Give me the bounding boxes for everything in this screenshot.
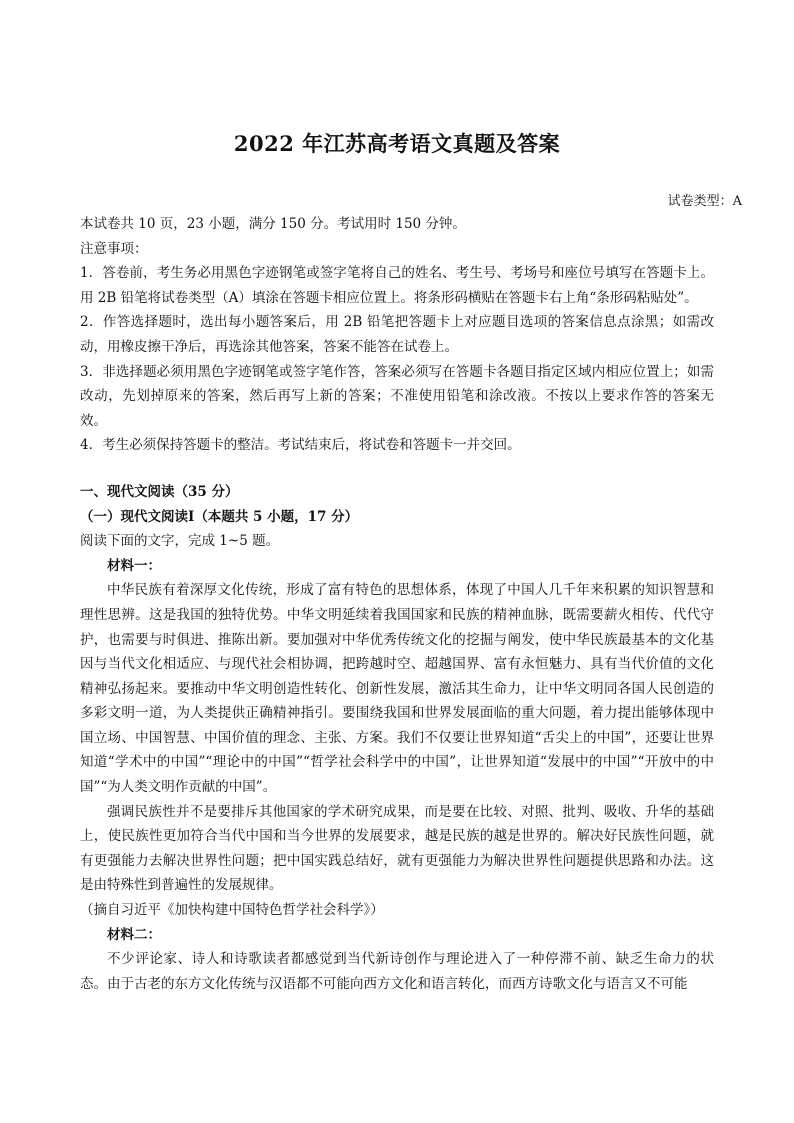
reading-instruction: 阅读下面的文字，完成 1~5 题。 bbox=[80, 533, 280, 550]
material-1-paragraph-2: 强调民族性并不是要排斥其他国家的学术研究成果，而是要在比较、对照、批判、吸收、升华的基础上，使民族性更加符合当代中国和当今世界的发展要求，越是民族的越是世界的。解决好民族性问题，就有更强能力去解决世界性问题；把中国实践总结好，就有更强能力为解决世界性问题提供思路和办法。这是由特殊性到普遍性的发展规律。 bbox=[80, 803, 714, 894]
spacer bbox=[80, 458, 714, 480]
material-1-paragraph-1: 中华民族有着深厚文化传统，形成了富有特色的思想体系，体现了中国人几千年来积累的知识智慧和理性思辨。这是我国的独特优势。中华文明延续着我国国家和民族的精神血脉，既需要薪火相传、代代守护，也需要与时俱进、推陈出新。要加强对中华优秀传统文化的挖掘与阐发，使中华民族最基本的文化基因与当代文化相适应、与现代社会相协调，把跨越时空、超越国界、富有永恒魅力、具有当代价值的文化精神弘扬起来。要推动中华文明创造性转化、创新性发展，激活其生命力，让中华文明同各国人民创造的多彩文明一道，为人类提供正确精神指引。要围绕我国和世界发展面临的重大问题，着力提出能够体现中国立场、中国智慧、中国价值的理念、主张、方案。我们不仅要让世界知道“舌尖上的中国”，还要让世界知道“学术中的中国”“理论中的中国”“哲学社会科学中的中国”，让世界知道“发展中的中国”“开放中的中国”“为人类文明作贡献的中国”。 bbox=[80, 582, 714, 796]
page-title: 2022 年江苏高考语文真题及答案 bbox=[233, 131, 561, 156]
material-1-label: 材料一： bbox=[107, 557, 161, 574]
material-2-label: 材料二： bbox=[107, 926, 161, 943]
notice-item-4: 4．考生必须保持答题卡的整洁。考试结束后，将试卷和答题卡一并交回。 bbox=[80, 437, 521, 454]
notice-item-1: 1．答卷前，考生务必用黑色字迹钢笔或签字笔将自己的姓名、考生号、考场号和座位号填写在答题卡上。用 2B 铅笔将试卷类型（A）填涂在答题卡相应位置上。将条形码横贴在答题卡右上角“条形码粘贴处”。 bbox=[80, 265, 714, 306]
notice-item-2: 2．作答选择题时，选出每小题答案后，用 2B 铅笔把答题卡上对应题目选项的答案信息点涂黑；如需改动，用橡皮擦干净后，再选涂其他答案，答案不能答在试卷上。 bbox=[80, 314, 714, 355]
notice-heading: 注意事项： bbox=[80, 240, 148, 257]
section-heading: 一、现代文阅读（35 分） bbox=[80, 483, 239, 500]
exam-intro: 本试卷共 10 页，23 小题，满分 150 分。考试用时 150 分钟。 bbox=[80, 216, 466, 232]
paper-type-label: 试卷类型：A bbox=[667, 194, 742, 209]
material-2-paragraph-1: 不少评论家、诗人和诗歌读者都感觉到当代新诗创作与理论进入了一种停滞不前、缺乏生命力的状态。由于古老的东方文化传统与汉语都不可能向西方文化和语言转化，而西方诗歌文化与语言又不可能 bbox=[80, 951, 714, 992]
subsection-heading: （一）现代文阅读Ⅰ（本题共 5 小题，17 分） bbox=[80, 508, 359, 525]
document-body bbox=[80, 212, 714, 996]
notice-item-3: 3．非选择题必须用黑色字迹钢笔或签字笔作答，答案必须写在答题卡各题目指定区域内相应位置上；如需改动，先划掉原来的答案，然后再写上新的答案；不准使用铅笔和涂改液。不按以上要求作答的答案无效。 bbox=[80, 363, 714, 429]
material-1-source: （摘自习近平《加快构建中国特色哲学社会科学》） bbox=[80, 902, 384, 919]
